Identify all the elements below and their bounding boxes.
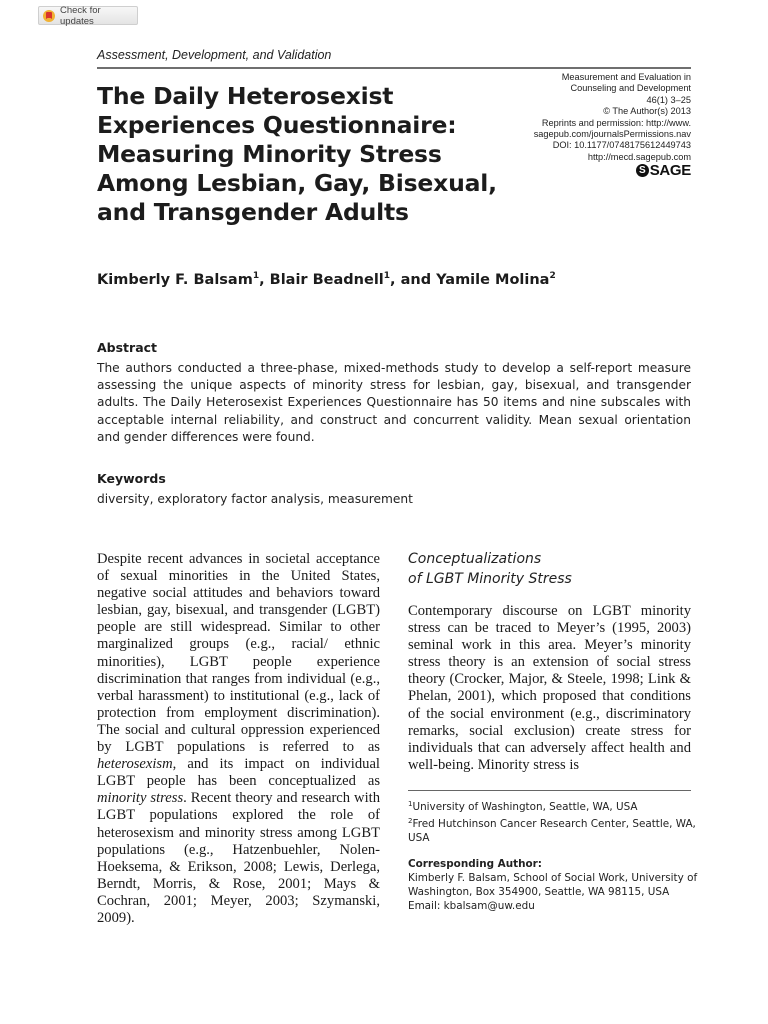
corresponding-address-line: Washington, Box 354900, Seattle, WA 98115, USA	[408, 886, 670, 898]
affiliation-text: Fred Hutchinson Cancer Research Center, Seattle, WA, USA	[408, 818, 696, 844]
affiliation-note	[408, 814, 698, 845]
sage-s-icon: S	[636, 164, 649, 177]
body-column-left	[97, 551, 380, 927]
author-name: Kimberly F. Balsam	[97, 272, 253, 288]
footnotes	[408, 797, 698, 913]
affiliation-marker: 2	[549, 271, 556, 281]
article-section-label: Assessment, Development, and Validation	[97, 48, 332, 62]
intro-text: . Recent theory and research with LGBT populations explored the role of heterosexism and minority stress among LGBT populations (e.g., Hatzenbuehler, Nolen-Hoeksema, & Erikson, 2008; Lewis, Derlega, Berndt, Morris, & Rose, 2001; Mays & Cochran, 2001; Meyer, 2003; Szymanski, 2009).	[97, 790, 380, 926]
author-name: Yamile Molina	[436, 272, 550, 288]
affiliation-number: 2	[408, 817, 413, 825]
crossmark-bookmark-icon	[43, 10, 55, 22]
section-heading-line: of LGBT Minority Stress	[408, 570, 572, 587]
affiliation-number: 1	[408, 800, 413, 808]
copyright: © The Author(s) 2013	[603, 106, 691, 117]
emphasis-term: minority stress	[97, 790, 184, 807]
affiliation-text: University of Washington, Seattle, WA, USA	[412, 801, 638, 813]
reprints-link[interactable]: sagepub.com/journalsPermissions.nav	[533, 129, 691, 140]
section-heading-line: Conceptualizations	[408, 551, 542, 567]
author-separator: ,	[259, 272, 270, 288]
sage-logo	[636, 162, 691, 180]
header-rule	[97, 67, 691, 69]
affiliation-note	[408, 797, 698, 814]
check-for-updates-button[interactable]	[38, 6, 138, 25]
body-column-right: Contemporary discourse on LGBT minority stress can be traced to Meyer’s (1995, 2003) seminal work in this area. Meyer’s minority stress theory is an extension of social stress theory (Crocker, Major, & Steele, 1998; Link & Phelan, 2001), which proposed that conditions of the social environment (e.g., discriminatory remarks, social exclusion) create stress for individuals that can adversely affect health and well-being. Minority stress is	[408, 603, 691, 773]
corresponding-email[interactable]: Email: kbalsam@uw.edu	[408, 900, 535, 912]
article-title	[97, 82, 517, 227]
corresponding-address-line: Kimberly F. Balsam, School of Social Work, University of	[408, 872, 698, 884]
author-name: Blair Beadnell	[269, 272, 384, 288]
keywords-heading: Keywords	[97, 471, 166, 486]
sage-logo-text: SAGE	[649, 162, 691, 180]
title-line: The Daily Heterosexist	[97, 82, 394, 110]
affiliation-marker: 1	[383, 271, 391, 281]
title-line: Among Lesbian, Gay, Bisexual,	[97, 169, 497, 197]
section-heading	[408, 550, 691, 589]
journal-name-line-1: Measurement and Evaluation in	[561, 72, 691, 82]
volume-pages: 46(1) 3–25	[646, 94, 691, 105]
abstract-text: The authors conducted a three-phase, mixed-methods study to develop a self-report measure assessing the unique aspects of minority stress for lesbian, gay, bisexual, and transgender adults. The Daily Heterosexist Experiences Questionnaire has 50 items and nine subscales with acceptable internal reliability, and construct and concurrent validity. Mean sexual orientation and gender differences were found.	[97, 361, 691, 444]
footnote-rule	[408, 790, 691, 791]
corresponding-author-heading: Corresponding Author:	[408, 858, 542, 870]
title-line: Measuring Minority Stress	[97, 140, 442, 168]
journal-name-line-2: Counseling and Development	[570, 83, 691, 94]
intro-text: Despite recent advances in societal acceptance of sexual minorities in the United States, negative social attitudes and behaviors toward lesbian, gay, bisexual, and transgender (LGBT) people are still widespread. Similar to other marginalized groups (e.g., racial/ ethnic minorities), LGBT people experience discrimination that ranges from individual (e.g., verbal harassment) to institutional (e.g., lack of protection from employment discrimination). The social and cultural oppression experienced by LGBT populations is referred to as	[97, 551, 380, 756]
keywords-text: diversity, exploratory factor analysis, measurement	[97, 492, 413, 506]
title-line: and Transgender Adults	[97, 198, 409, 226]
reprints-line-1: Reprints and permission: http://www.	[541, 117, 691, 128]
check-for-updates-label: Check for updates	[60, 4, 101, 27]
author-list	[97, 271, 556, 288]
title-line: Experiences Questionnaire:	[97, 111, 457, 139]
intro-text: , and its impact on individual LGBT people has been conceptualized as	[97, 756, 380, 790]
author-separator: , and	[390, 272, 437, 288]
affiliation-marker: 1	[252, 271, 260, 281]
emphasis-term: heterosexism	[97, 756, 173, 773]
doi[interactable]: DOI: 10.1177/0748175612449743	[552, 140, 691, 151]
abstract-heading: Abstract	[97, 340, 158, 355]
journal-url[interactable]: http://mecd.sagepub.com	[587, 151, 691, 162]
